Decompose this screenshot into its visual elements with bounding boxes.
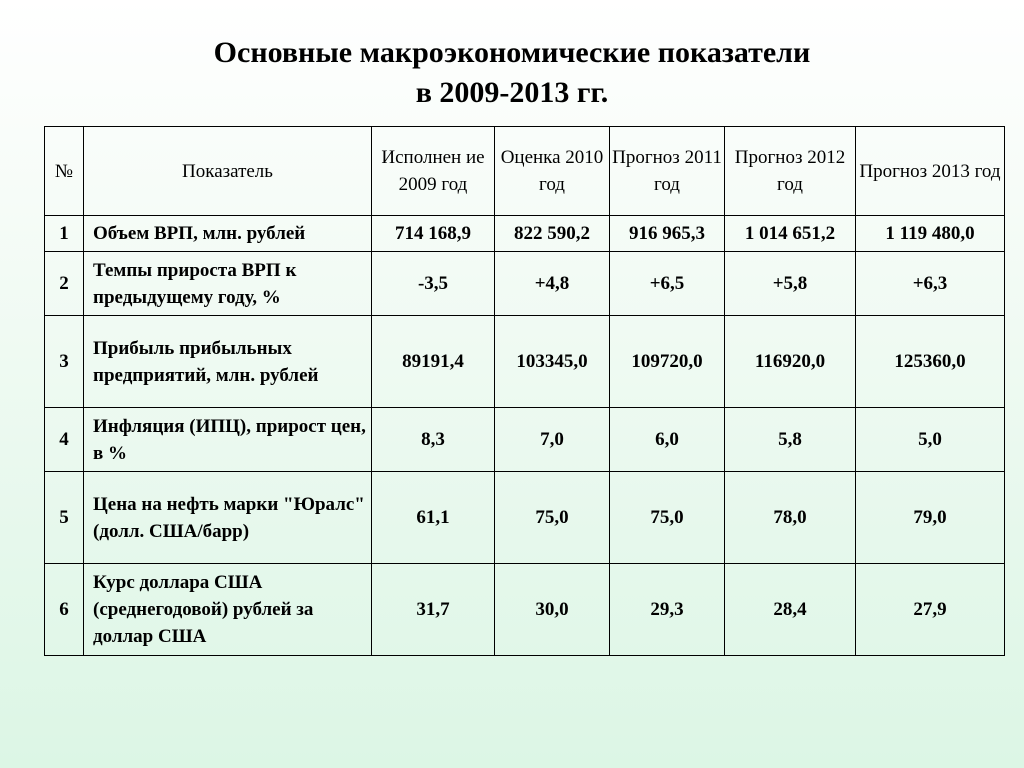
value-2012: +5,8 — [725, 252, 856, 316]
header-2012: Прогноз 2012 год — [725, 127, 856, 216]
value-2012: 116920,0 — [725, 316, 856, 408]
table-row — [45, 316, 1005, 408]
value-2013: +6,3 — [856, 252, 1005, 316]
title-line-2: в 2009-2013 гг. — [415, 76, 609, 109]
value-2013: 5,0 — [856, 408, 1005, 472]
table-row — [45, 216, 1005, 252]
value-2010: +4,8 — [495, 252, 610, 316]
value-2009: 89191,4 — [372, 316, 495, 408]
value-2009: 31,7 — [372, 564, 495, 656]
value-2012: 1 014 651,2 — [725, 216, 856, 252]
value-2010: 75,0 — [495, 472, 610, 564]
value-2010: 30,0 — [495, 564, 610, 656]
value-2013: 125360,0 — [856, 316, 1005, 408]
header-indicator: Показатель — [84, 127, 372, 216]
value-2013: 27,9 — [856, 564, 1005, 656]
value-2009: 714 168,9 — [372, 216, 495, 252]
value-2013: 1 119 480,0 — [856, 216, 1005, 252]
value-2011: 75,0 — [610, 472, 725, 564]
row-number: 5 — [45, 472, 84, 564]
title-line-1: Основные макроэкономические показатели — [213, 36, 811, 69]
value-2009: 61,1 — [372, 472, 495, 564]
value-2012: 78,0 — [725, 472, 856, 564]
header-2009: Исполнен ие 2009 год — [372, 127, 495, 216]
header-num: № — [45, 127, 84, 216]
value-2009: -3,5 — [372, 252, 495, 316]
page-title — [0, 33, 1024, 113]
row-indicator: Прибыль прибыльных предприятий, млн. рублей — [84, 316, 372, 408]
table-row — [45, 564, 1005, 656]
value-2009: 8,3 — [372, 408, 495, 472]
table-row — [45, 252, 1005, 316]
row-indicator: Инфляция (ИПЦ), прирост цен, в % — [84, 408, 372, 472]
row-number: 2 — [45, 252, 84, 316]
row-number: 4 — [45, 408, 84, 472]
value-2011: 6,0 — [610, 408, 725, 472]
row-number: 3 — [45, 316, 84, 408]
row-indicator: Цена на нефть марки "Юралс" (долл. США/барр) — [84, 472, 372, 564]
table-row — [45, 408, 1005, 472]
value-2010: 7,0 — [495, 408, 610, 472]
header-2010: Оценка 2010 год — [495, 127, 610, 216]
header-2013: Прогноз 2013 год — [856, 127, 1005, 216]
value-2013: 79,0 — [856, 472, 1005, 564]
row-number: 6 — [45, 564, 84, 656]
value-2012: 5,8 — [725, 408, 856, 472]
row-indicator: Темпы прироста ВРП к предыдущему году, % — [84, 252, 372, 316]
value-2010: 822 590,2 — [495, 216, 610, 252]
value-2011: 916 965,3 — [610, 216, 725, 252]
table-header-row — [45, 127, 1005, 216]
value-2011: 29,3 — [610, 564, 725, 656]
header-2011: Прогноз 2011 год — [610, 127, 725, 216]
value-2010: 103345,0 — [495, 316, 610, 408]
value-2012: 28,4 — [725, 564, 856, 656]
row-number: 1 — [45, 216, 84, 252]
value-2011: 109720,0 — [610, 316, 725, 408]
value-2011: +6,5 — [610, 252, 725, 316]
row-indicator: Объем ВРП, млн. рублей — [84, 216, 372, 252]
macro-indicators-table — [44, 126, 1005, 656]
row-indicator: Курс доллара США (среднегодовой) рублей за доллар США — [84, 564, 372, 656]
table-row — [45, 472, 1005, 564]
